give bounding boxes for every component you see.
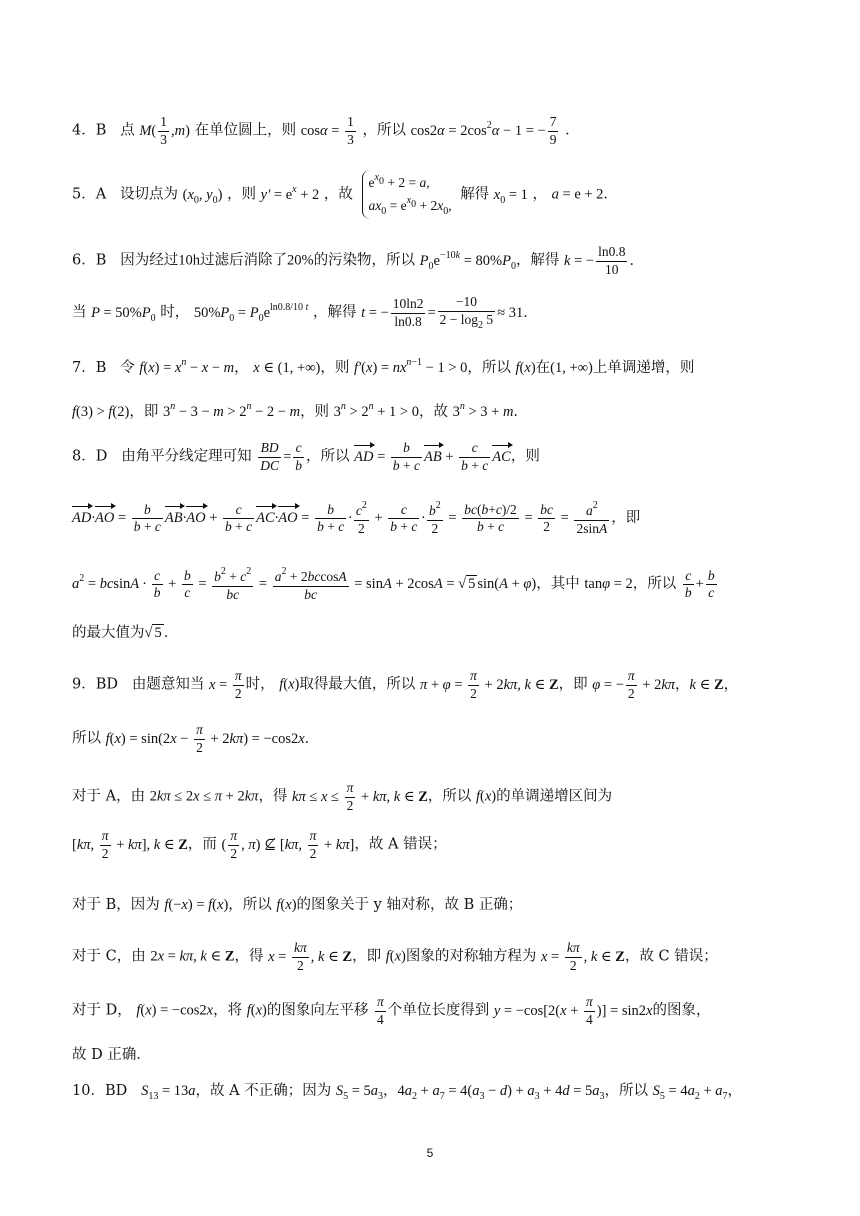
formula: $P = 50\%P_0$ [91,304,156,324]
formula: 2x = kπ, k ∈ Z [150,948,235,965]
answer-8-cont2 [72,566,802,604]
answer-text: ，即 [558,676,588,693]
answer-text: 在 [535,360,551,376]
formula: $f(x) = x^n - x - m$ [139,357,235,376]
answer-9-cont [72,722,802,757]
answer-text: ，而 [187,836,217,853]
answer-text: 的图象向左平移 [266,1002,369,1019]
formula: AD·AO = $\frac{b}{b + c}$ AB·AO + $\frac{c}{b + c}$ AC·AO = $\frac{b}{b + c}$ · $\frac{c^2}{2}$ + $\frac{c}{b + c}$ · $\frac{b^2}{2}$ = $\frac{bc(b+c)/2}{b + c}$ = $\frac{bc}{2}$ = $\frac{a^2}{2\sin A}$ [72,500,608,536]
answer-text: 由题意知当 [131,676,205,693]
formula: cosα = $\frac{1}{3}$ [300,114,354,147]
formula: a = e + 2． [551,186,618,203]
formula: 10h [178,252,200,269]
formula: $S_{13} = 13a$ [141,1083,196,1102]
formula: x = $\frac{\pi}{2}$ [208,668,242,701]
answer-text: 的图象， [652,1002,711,1019]
answer-text: 过滤后消除了 [199,252,287,269]
answer-text: ，故 C 错误； [624,948,718,965]
formula: kπ ≤ x ≤ $\frac{\pi}{2}$ + kπ, k ∈ Z [292,780,428,813]
formula: $3^n - 3 - m > 2^n - 2 - m$ [162,401,301,420]
answer-text: 对于 C，由 [72,948,146,965]
formula: AD = $\frac{b}{b + c}$ AB + $\frac{c}{b + c}$ AC [354,440,511,473]
formula: $x_0 = 1$ [493,186,528,206]
formula: ( $\frac{\pi}{2}$ , π) ⊈ [kπ, $\frac{\pi}{2}$ + kπ] [221,828,355,861]
answer-text: ，所以 [632,576,677,593]
answer-text: 取得最大值，所以 [299,676,416,693]
formula: $\frac{\pi}{4}$ [376,994,384,1027]
answer-label: 8．D [72,448,108,465]
formula: f(x) [385,948,406,965]
formula: f(x) = sin(2x − $\frac{\pi}{2}$ + 2kπ) = −cos2x． [105,722,320,755]
answer-text: ，所以 [362,122,406,139]
answer-text: ， [234,360,249,376]
answer-text: 时， [245,676,275,693]
answer-text: ，故 [323,186,353,203]
answer-text: ，则 [300,404,330,420]
answer-text: ，将 [213,1002,243,1019]
answer-label: 10．BD [72,1083,128,1099]
formula: $3^n > 2^n + 1 > 0$ [333,401,419,420]
formula: √ 5 ． [144,625,179,641]
answer-text: ，所以 [427,788,472,805]
page-number: 5 [426,1146,434,1160]
formula: $\frac{BD}{DC}$ = $\frac{c}{b}$ [260,440,302,473]
formula: $\cos 2\alpha = 2\cos^2\alpha - 1$ = − $\frac{7}{9}$ [410,114,557,147]
formula: f(−x) = f(x) [164,897,229,913]
answer-9-A-cont [72,828,802,863]
formula: $3^n > 3 + m$． [452,401,528,420]
answer-9-C [72,940,802,975]
answer-text: ，解得 [312,304,357,321]
formula: $\frac{c}{b}$ + $\frac{b}{c}$ [684,567,715,601]
answer-text: 对于 B，因为 [72,897,160,913]
answer-label: 4．B [72,122,107,139]
formula: k = − $\frac{\ln 0.8}{10}$ ． [564,244,644,277]
formula: f(x) [279,676,300,693]
answer-8-cont [72,500,802,538]
answer-text: 的污染物，所以 [313,252,416,269]
formula: f(3) > f(2) [72,404,130,420]
answer-6 [72,244,802,279]
answer-text: ，其中 [536,576,580,593]
answer-text: 对于 A，由 [72,788,146,805]
formula: f(x) [515,360,536,376]
formula: $S_5 = 5a_3$，$4a_2 + a_7 = 4(a_3 - d) + a_3 + 4d = 5a_3$ [335,1083,605,1102]
answer-5 [72,170,802,219]
formula: φ = − $\frac{\pi}{2}$ + 2kπ，k ∈ Z， [592,668,739,701]
answer-text: 故 D 正确． [72,1047,151,1063]
answer-9-B [72,896,802,915]
answer-text: ，则 [227,186,257,203]
answer-text: 的图象关于 y 轴对称，故 B 正确； [296,897,523,913]
formula: f(x) = −cos2x [136,1002,214,1019]
formula: $S_5 = 4a_2 + a_7$， [652,1083,743,1102]
formula: x = $\frac{k\pi}{2}$ , k ∈ Z [268,940,353,973]
answer-text: 解得 [460,186,490,203]
formula: 2kπ ≤ 2x ≤ π + 2kπ [149,788,259,805]
formula: f(x) [276,897,297,913]
formula: [kπ, $\frac{\pi}{2}$ + kπ], k ∈ Z [72,828,188,861]
formula: $y' = e^x + 2$ [260,183,320,203]
answer-text: ，所以 [306,448,350,465]
formula: (1, +∞) [550,360,593,376]
answer-text: 上单调递增，则 [592,360,695,376]
formula: π + φ = $\frac{\pi}{2}$ + 2kπ, k ∈ Z [419,668,559,701]
answer-text: ，所以 [228,897,272,913]
answer-text: 因为经过 [120,252,179,269]
answer-text: ，解得 [515,252,560,269]
answer-text: 当 [72,304,87,321]
answer-text: ，则 [510,448,540,465]
answer-text: 图象的对称轴方程为 [405,948,537,965]
answer-4 [72,114,802,149]
formula: x = $\frac{k\pi}{2}$ , k ∈ Z [540,940,625,973]
answer-text: 对于 D， [72,1002,132,1019]
formula: y = −cos[2(x + $\frac{\pi}{4}$ )] = sin2x [493,994,653,1027]
answer-text: ，得 [234,948,264,965]
answer-text: 设切点为 [120,186,179,203]
answer-9-D-cont [72,1046,802,1065]
answer-text: 点 [120,122,135,139]
answer-text: ，即 [352,948,382,965]
answer-text: 个单位长度得到 [387,1002,490,1019]
answer-text: ，故 [418,404,448,420]
answer-7-cont [72,400,802,422]
answer-label: 5．A [72,186,107,203]
answer-text: ． [565,122,580,139]
formula: $f'(x) = nx^{n-1} - 1 > 0$ [353,357,468,376]
answer-text: ，故 A 不正确；因为 [195,1083,332,1099]
formula: tanφ = 2 [584,576,633,593]
answer-text: 在单位圆上，则 [194,122,297,139]
formula: 20% [286,252,314,269]
answer-text: 由角平分线定理可知 [121,448,252,465]
answer-text: 的单调递增区间为 [496,788,613,805]
answer-text: 令 [120,360,135,376]
answer-text: ，得 [258,788,288,805]
formula: $P_0e^{-10k} = 80\%P_0$ [419,249,516,272]
answer-text: ，故 A 错误； [354,836,447,853]
answer-text: ，所以 [467,360,511,376]
answer-text: 时， [160,304,190,321]
formula: f(x) [475,788,497,805]
answer-label: 7．B [72,360,107,376]
formula: $a^2 = bcsinA$ · $\frac{c}{b}$ + $\frac{b}{c}$ = $\frac{b^2 + c^2}{bc}$ = $\frac{a^2 + 2bccosA}{bc}$ = sinA + 2cosA = √ 5 sin(A + φ) [72,566,537,602]
answer-label: 9．BD [72,676,119,693]
answer-text: 的最大值为 [72,625,145,641]
answer-text: ，即 [611,510,641,527]
answer-9-A [72,780,802,815]
formula: x ∈ (1, +∞) [253,360,321,376]
formula: f(x) [246,1002,267,1019]
answer-text: ，所以 [604,1083,649,1099]
answer-9-D [72,994,802,1029]
formula: $50\%P_0 = P_0e^{ln0.8/10 t}$ [193,301,309,324]
formula: t = − $\frac{10\ln 2}{\ln 0.8}$ = $\frac{-10}{2 - \log_2 5}$ ≈ 31． [361,294,538,331]
answer-10 [72,1082,802,1103]
answer-8 [72,440,802,475]
answer-label: 6．B [72,252,107,269]
formula: ($x_0$, $y_0$) [182,186,223,206]
equation-system: $e^{x0} + 2 = a$, $ax_0 = e^{x0} + 2x_0$, [362,170,452,219]
answer-text: 所以 [72,730,101,747]
answer-text: ，则 [320,360,350,376]
answer-6-cont [72,294,802,332]
answer-text: ，即 [129,404,159,420]
formula: M( $\frac{1}{3}$ ,m) [139,114,190,147]
answer-9 [72,668,802,703]
answer-8-cont3 [72,624,802,643]
answer-7 [72,356,802,378]
answer-text: ， [532,186,548,203]
